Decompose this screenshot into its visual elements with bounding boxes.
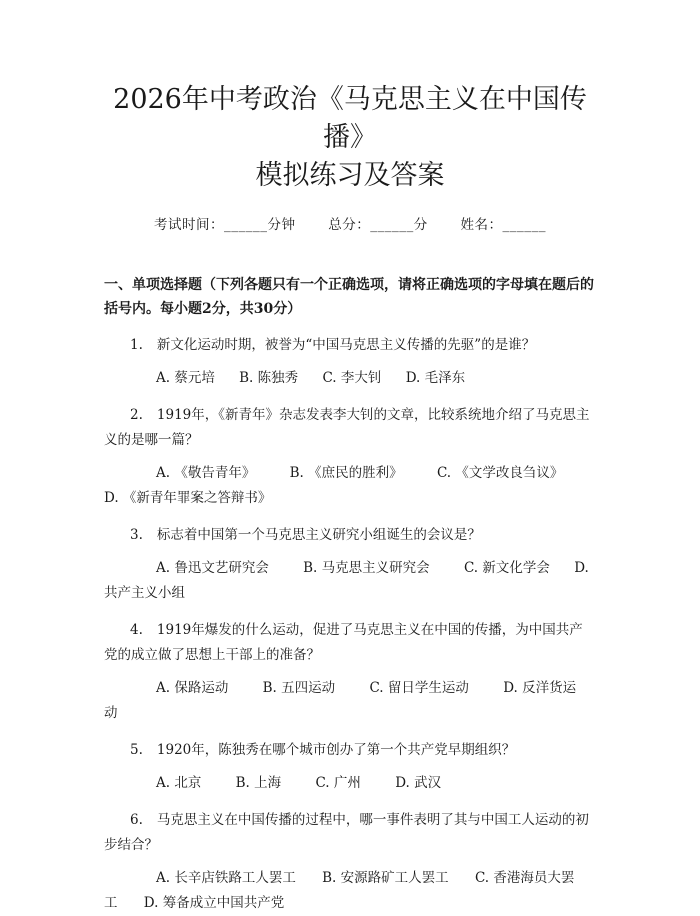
option-b: B. 五四运动 [262,680,336,696]
option-list [104,771,596,796]
question-number: 4. [130,622,143,638]
title-line-2: 模拟练习及答案 [255,160,445,191]
option-a: A. 保路运动 [156,680,229,696]
question-number: 6. [130,812,143,828]
question-stem: 1919年，《新青年》杂志发表李大钊的文章，比较系统地介绍了马克思主义的是哪一篇？ [104,407,590,448]
question-number: 1. [130,337,143,353]
option-list [104,866,596,916]
question-5 [104,738,596,796]
option-b: B. 马克思主义研究会 [303,560,430,576]
question-number: 2. [130,407,143,423]
option-a: A. 长辛店铁路工人罢工 [156,870,296,886]
exam-info-line [104,213,596,233]
option-d: D. 《新青年罪案之答辩书》 [104,490,272,506]
exam-time-field: 考试时间：______分钟 [153,217,296,233]
option-list [104,366,596,391]
question-number: 5. [130,742,143,758]
option-d: D. 毛泽东 [405,370,466,386]
option-c: C. 广州 [315,775,361,791]
option-list [104,676,596,726]
question-stem: 1920年，陈独秀在哪个城市创办了第一个共产党早期组织？ [156,742,516,758]
option-b: B. 上海 [235,775,282,791]
question-number: 3. [130,527,143,543]
option-b: B. 安源路矿工人罢工 [322,870,449,886]
option-a: A. 《敬告青年》 [156,465,256,481]
option-list [104,461,596,511]
question-stem: 标志着中国第一个马克思主义研究小组诞生的会议是？ [156,527,481,543]
question-text [104,403,596,453]
question-stem: 马克思主义在中国传播的过程中，哪一事件表明了其与中国工人运动的初步结合？ [104,812,589,853]
question-3 [104,523,596,606]
option-d: D. 筹备成立中国共产党 [143,895,285,911]
name-field: 姓名：______ [460,217,547,233]
document-title [104,0,596,195]
option-list [104,556,596,606]
option-d: D. 反洋货运动 [104,680,577,721]
question-text [104,808,596,858]
question-text [104,523,596,548]
question-text [104,738,596,763]
question-stem: 新文化运动时期，被誉为“中国马克思主义传播的先驱”的是谁？ [156,337,536,353]
question-text [104,618,596,668]
option-a: A. 鲁迅文艺研究会 [156,560,269,576]
option-c: C. 李大钊 [322,370,382,386]
option-b: B. 《庶民的胜利》 [289,465,403,481]
option-a: A. 北京 [156,775,202,791]
title-line-1: 2026年中考政治《马克思主义在中国传播》 [113,84,587,153]
question-4 [104,618,596,726]
option-b: B. 陈独秀 [239,370,299,386]
option-d: D. 共产主义小组 [104,560,589,601]
question-text [104,333,596,358]
question-stem: 1919年爆发的什么运动，促进了马克思主义在中国的传播，为中国共产党的成立做了思想上干部上的准备？ [104,622,583,663]
option-c: C. 留日学生运动 [369,680,469,696]
total-score-field: 总分：______分 [328,217,428,233]
option-c: C. 香港海员大罢工 [104,870,575,911]
section-heading: 一、单项选择题（下列各题只有一个正确选项，请将正确选项的字母填在题后的括号内。每小题2分，共30分） [104,277,594,317]
option-a: A. 蔡元培 [156,370,215,386]
question-1 [104,333,596,391]
question-6 [104,808,596,916]
option-c: C. 新文化学会 [463,560,550,576]
question-2 [104,403,596,511]
option-d: D. 武汉 [395,775,442,791]
option-c: C. 《文学改良刍议》 [436,465,564,481]
